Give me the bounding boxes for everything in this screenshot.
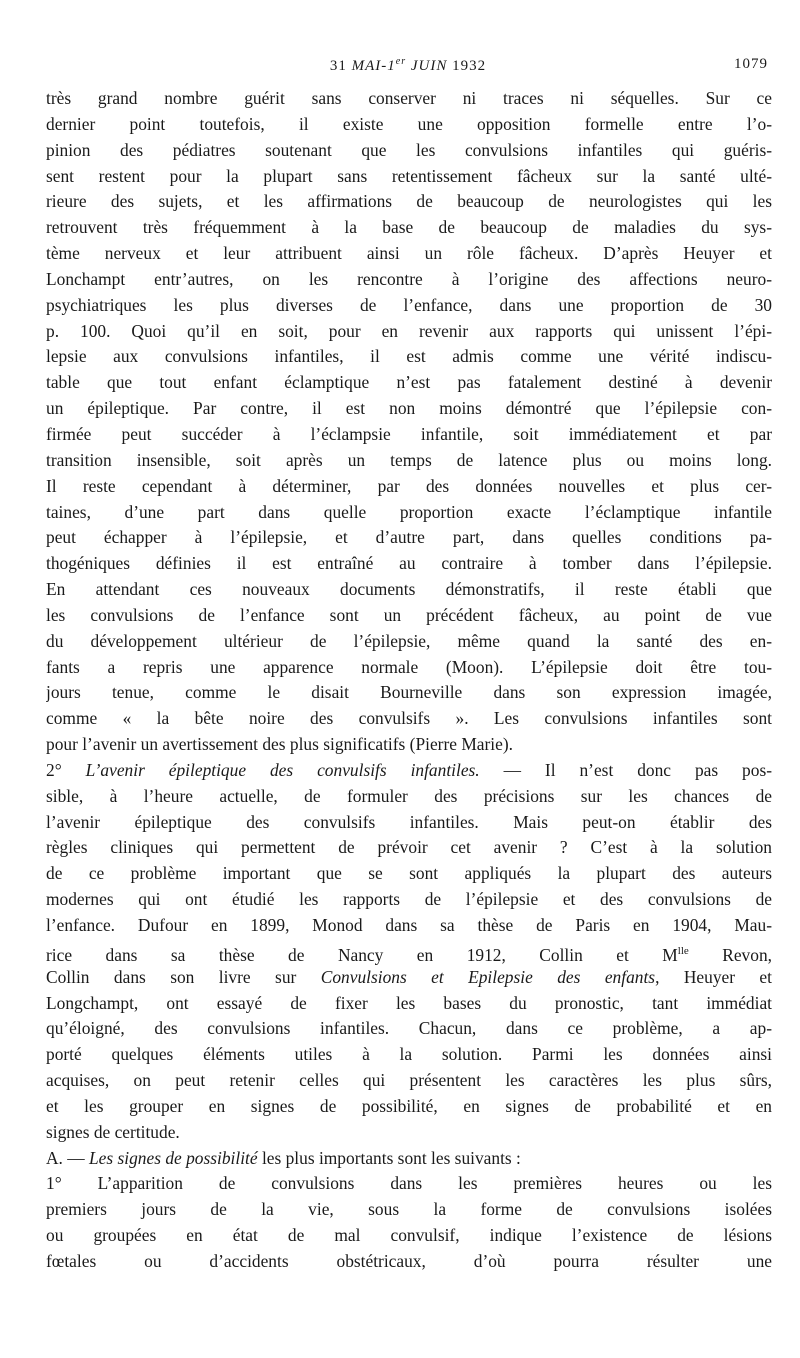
text-span: En attendant ces nouveaux documents démonstratifs, il reste établi que <box>46 579 772 600</box>
text-span: jours tenue, comme le disait Bourneville dans son expression imagée, <box>46 682 772 703</box>
text-line <box>46 965 772 991</box>
text-span: Convulsions et Epilepsie des enfants <box>320 966 656 987</box>
text-span: sent restent pour la plupart sans retentissement fâcheux sur la santé ulté- <box>46 165 772 186</box>
text-span: qu’éloigné, des convulsions infantiles. Chacun, dans ce problème, a ap- <box>46 1018 772 1039</box>
text-span: peut échapper à l’épilepsie, et d’autre part, dans quelles conditions pa- <box>46 527 772 548</box>
text-line <box>46 732 772 758</box>
text-span: psychiatriques les plus diverses de l’enfance, dans une proportion de 30 <box>46 294 772 315</box>
text-line <box>46 706 772 732</box>
text-span: firmée peut succéder à l’éclampsie infantile, soit immédiatement et par <box>46 423 772 444</box>
text-line <box>46 861 772 887</box>
text-span: porté quelques éléments utiles à la solution. Parmi les données ainsi <box>46 1044 772 1065</box>
text-span: A. — <box>46 1147 89 1168</box>
text-line <box>46 1146 772 1172</box>
text-span: sible, à l’heure actuelle, de formuler des précisions sur les chances de <box>46 785 772 806</box>
text-line <box>46 525 772 551</box>
text-line <box>46 835 772 861</box>
text-line <box>46 138 772 164</box>
text-span: l’enfance. Dufour en 1899, Monod dans sa thèse de Paris en 1904, Mau- <box>46 915 772 935</box>
running-head <box>48 56 768 76</box>
text-line <box>46 551 772 577</box>
text-span: et les grouper en signes de possibilité, en signes de probabilité et en <box>46 1095 772 1116</box>
text-line <box>46 164 772 190</box>
text-line <box>46 1120 772 1146</box>
text-span: Collin dans son livre sur <box>46 966 321 987</box>
text-span: Les signes de possibilité <box>89 1147 258 1168</box>
text-span: Longchampt, ont essayé de fixer les bases du pronostic, tant immédiat <box>46 992 772 1013</box>
text-line <box>46 215 772 241</box>
text-span: les plus importants sont les suivants : <box>257 1147 521 1168</box>
date-superscript: er <box>395 56 407 67</box>
text-span: comme « la bête noire des convulsifs ». Les convulsions infantiles sont <box>46 708 772 729</box>
text-line <box>46 370 772 396</box>
text-line <box>46 913 772 939</box>
text-line <box>46 655 772 681</box>
text-span: fants a repris une apparence normale (Moon). L’épilepsie doit être tou- <box>46 656 772 677</box>
text-span: Lonchampt entr’autres, on les rencontre à l’origine des affections neuro- <box>46 268 772 289</box>
text-span: , Heuyer et <box>655 966 772 987</box>
text-span: modernes qui ont étudié les rapports de l’épilepsie et des convulsions de <box>46 889 772 910</box>
text-line <box>46 344 772 370</box>
text-span: dernier point toutefois, il existe une opposition formelle entre l’o- <box>46 113 772 134</box>
text-span: tème nerveux et leur attribuent ainsi un rôle fâcheux. D’après Heuyer et <box>46 243 772 264</box>
text-span: — Il n’est donc pas pos- <box>479 759 772 780</box>
text-line <box>46 241 772 267</box>
text-line <box>46 319 772 345</box>
text-span: retrouvent très fréquemment à la base de beaucoup de maladies du sys- <box>46 217 772 238</box>
text-span: de ce problème important que se sont appliqués la plupart des auteurs <box>46 863 772 884</box>
text-span: thogéniques définies il est entraîné au contraire à tomber dans l’épilepsie. <box>46 553 772 574</box>
text-span: rice dans sa thèse de Nancy en 1912, Collin et M <box>46 944 678 965</box>
text-span: 1° L’apparition de convulsions dans les premières heures ou les <box>46 1173 772 1194</box>
text-span: transition insensible, soit après un temps de latence plus ou moins long. <box>46 449 772 470</box>
text-span: acquises, on peut retenir celles qui présentent les caractères les plus sûrs, <box>46 1070 772 1091</box>
date-month-2: JUIN <box>406 58 448 74</box>
page-number: 1079 <box>734 56 768 72</box>
text-span: pour l’avenir un avertissement des plus significatifs (Pierre Marie). <box>46 734 513 755</box>
text-line <box>46 629 772 655</box>
text-line <box>46 448 772 474</box>
text-span: l’avenir épileptique des convulsifs infantiles. Mais peut-on établir des <box>46 811 772 832</box>
text-line <box>46 887 772 913</box>
text-line <box>46 810 772 836</box>
text-line <box>46 1094 772 1120</box>
text-line <box>46 396 772 422</box>
text-span: pinion des pédiatres soutenant que les convulsions infantiles qui guéris- <box>46 139 772 160</box>
text-line <box>46 1042 772 1068</box>
text-line <box>46 86 772 112</box>
text-span: premiers jours de la vie, sous la forme de convulsions isolées <box>46 1199 772 1220</box>
text-line <box>46 577 772 603</box>
text-span: rieure des sujets, et les affirmations de beaucoup de neurologistes qui les <box>46 191 772 212</box>
date-day: 31 <box>329 58 352 74</box>
text-span: les convulsions de l’enfance sont un précédent fâcheux, au point de vue <box>46 604 772 625</box>
text-line <box>46 603 772 629</box>
text-span: un épileptique. Par contre, il est non moins démontré que l’épilepsie con- <box>46 398 772 419</box>
text-line <box>46 1197 772 1223</box>
text-line <box>46 474 772 500</box>
text-span: L’avenir épileptique des convulsifs infantiles. <box>85 759 480 780</box>
text-span: p. 100. Quoi qu’il en soit, pour en revenir aux rapports qui unissent l’épi- <box>46 320 772 341</box>
text-span: 2° <box>46 759 86 780</box>
text-span: du développement ultérieur de l’épilepsie, même quand la santé des en- <box>46 630 772 651</box>
text-span: signes de certitude. <box>46 1121 180 1142</box>
text-span: lle <box>677 944 689 957</box>
text-line <box>46 1171 772 1197</box>
text-line <box>46 500 772 526</box>
text-line <box>46 939 772 965</box>
text-line <box>46 758 772 784</box>
text-span: ou groupées en état de mal convulsif, indique l’existence de lésions <box>46 1225 772 1246</box>
text-line <box>46 422 772 448</box>
body-text <box>46 86 772 1275</box>
text-span: table que tout enfant éclamptique n’est pas fatalement destiné à devenir <box>46 372 772 393</box>
text-line <box>46 1223 772 1249</box>
text-span: Il reste cependant à déterminer, par des données nouvelles et plus cer- <box>46 475 772 496</box>
text-line <box>46 267 772 293</box>
date-month-1: MAI-1 <box>351 58 396 74</box>
issue-date <box>48 56 768 75</box>
text-span: règles cliniques qui permettent de prévoir cet avenir ? C’est à la solution <box>46 837 772 858</box>
text-line <box>46 1249 772 1275</box>
text-line <box>46 1016 772 1042</box>
text-line <box>46 293 772 319</box>
text-span: lepsie aux convulsions infantiles, il est admis comme une vérité indiscu- <box>46 346 772 367</box>
text-line <box>46 112 772 138</box>
text-line <box>46 680 772 706</box>
text-line <box>46 189 772 215</box>
text-span: très grand nombre guérit sans conserver ni traces ni séquelles. Sur ce <box>46 88 772 108</box>
text-span: Revon, <box>688 944 772 965</box>
date-year: 1932 <box>447 58 487 74</box>
text-line <box>46 784 772 810</box>
text-span: fœtales ou d’accidents obstétricaux, d’où pourra résulter une <box>46 1250 772 1271</box>
text-span: taines, d’une part dans quelle proportion exacte l’éclamptique infantile <box>46 501 772 522</box>
text-line <box>46 1068 772 1094</box>
text-line <box>46 991 772 1017</box>
